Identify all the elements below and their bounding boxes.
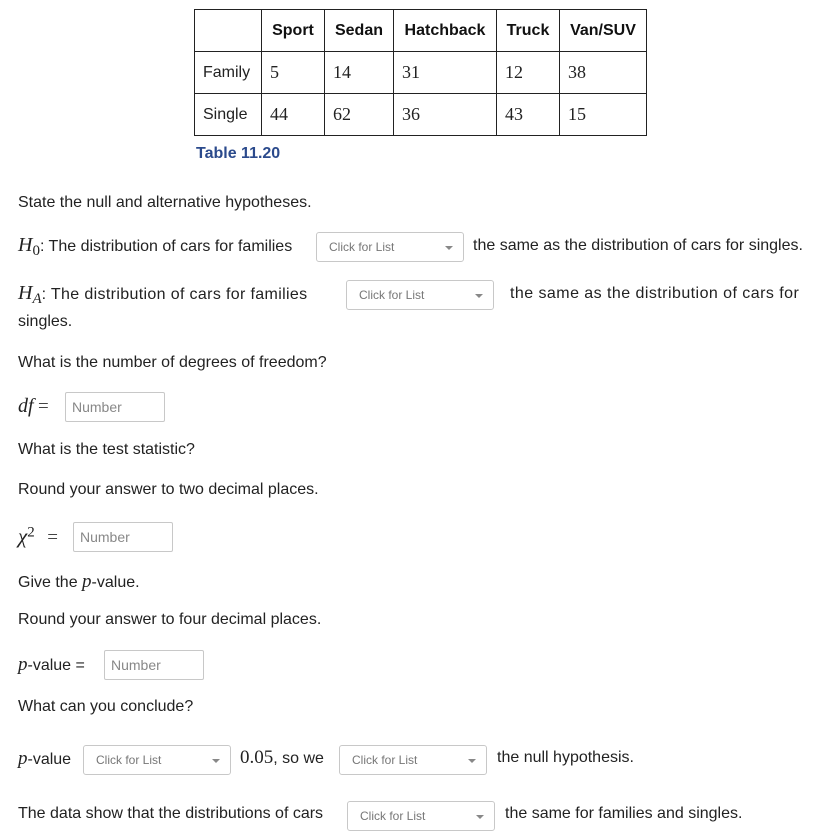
chi-superscript: 2 [27,524,35,541]
df-equals: = [38,396,49,417]
pvalue-comparison-dropdown[interactable] [83,745,231,775]
pvalue-comparison-placeholder: Click for List [96,753,162,767]
so-we-text: , so we [273,750,324,767]
pvalue-label [18,654,85,676]
df-symbol: df [18,395,34,417]
pvalue-round-note: Round your answer to four decimal places. [18,611,322,628]
h0-dropdown[interactable] [316,232,464,262]
h0-text: : The distribution of cars for families [39,238,293,255]
stat-round-note: Round your answer to two decimal places. [18,481,319,498]
ha-tail-text-2: singles. [18,313,73,330]
table-corner-cell [195,10,262,52]
decision-tail-text: the null hypothesis. [497,749,634,766]
row-label: Family [195,52,262,94]
h0-label [18,234,292,260]
threshold-text [240,747,324,769]
table-cell: 62 [325,94,394,136]
conclusion-pvalue-rest: -value [27,751,72,768]
table-header-cell: Sport [262,10,325,52]
chi-symbol: χ [18,524,28,548]
h0-tail-text: the same as the distribution of cars for singles. [473,237,803,254]
chevron-down-icon [445,246,453,250]
final-tail-text: the same for families and singles. [505,805,743,822]
table-cell: 44 [262,94,325,136]
table-caption: Table 11.20 [196,145,281,162]
chevron-down-icon [476,815,484,819]
hypotheses-prompt: State the null and alternative hypotheses. [18,194,312,211]
table-header-cell: Sedan [325,10,394,52]
table-cell: 31 [394,52,497,94]
table-header-cell: Truck [497,10,560,52]
contingency-table [194,9,647,136]
table-cell: 15 [560,94,647,136]
table-row [195,52,647,94]
table-cell: 12 [497,52,560,94]
ha-tail-text: the same as the distribution of cars for [510,285,800,302]
h0-symbol: H [18,234,33,256]
conclusion-pvalue-label [18,748,71,770]
chi-square-input-placeholder: Number [80,529,130,545]
pvalue-label-rest: -value = [27,657,85,674]
pvalue-input-placeholder: Number [111,657,161,673]
pvalue-prompt [18,571,140,593]
chevron-down-icon [212,759,220,763]
chi-equals: = [47,527,58,548]
table-row [195,94,647,136]
row-label: Single [195,94,262,136]
ha-subscript: A [32,291,42,308]
table-header-cell: Van/SUV [560,10,647,52]
h0-dropdown-placeholder: Click for List [329,240,395,254]
chi-square-input[interactable] [73,522,173,552]
df-label [18,395,49,418]
ha-symbol: H [18,282,33,304]
chi-square-label [18,524,58,549]
table-cell: 5 [262,52,325,94]
decision-dropdown-placeholder: Click for List [352,753,418,767]
ha-label [18,282,308,308]
table-cell: 14 [325,52,394,94]
data-show-text: The data show that the distributions of cars [18,805,324,822]
df-input[interactable] [65,392,165,422]
df-prompt: What is the number of degrees of freedom? [18,354,327,371]
alpha-value: 0.05 [240,747,274,768]
ha-dropdown-placeholder: Click for List [359,288,425,302]
ha-text: : The distribution of cars for families [41,286,308,303]
final-dropdown-placeholder: Click for List [360,809,426,823]
conclusion-pvalue-p: p [18,748,28,769]
pvalue-prompt-post: -value. [91,574,140,591]
decision-dropdown[interactable] [339,745,487,775]
table-header-row [195,10,647,52]
table-cell: 38 [560,52,647,94]
h0-subscript: 0 [32,243,40,260]
pvalue-prompt-p: p [82,571,92,592]
table-cell: 36 [394,94,497,136]
chevron-down-icon [475,294,483,298]
table-cell: 43 [497,94,560,136]
ha-dropdown[interactable] [346,280,494,310]
chevron-down-icon [468,759,476,763]
conclusion-prompt: What can you conclude? [18,698,194,715]
final-dropdown[interactable] [347,801,495,831]
pvalue-label-p: p [18,654,28,675]
table-header-cell: Hatchback [394,10,497,52]
stat-prompt: What is the test statistic? [18,441,195,458]
df-input-placeholder: Number [72,399,122,415]
pvalue-prompt-pre: Give the [18,574,83,591]
pvalue-input[interactable] [104,650,204,680]
